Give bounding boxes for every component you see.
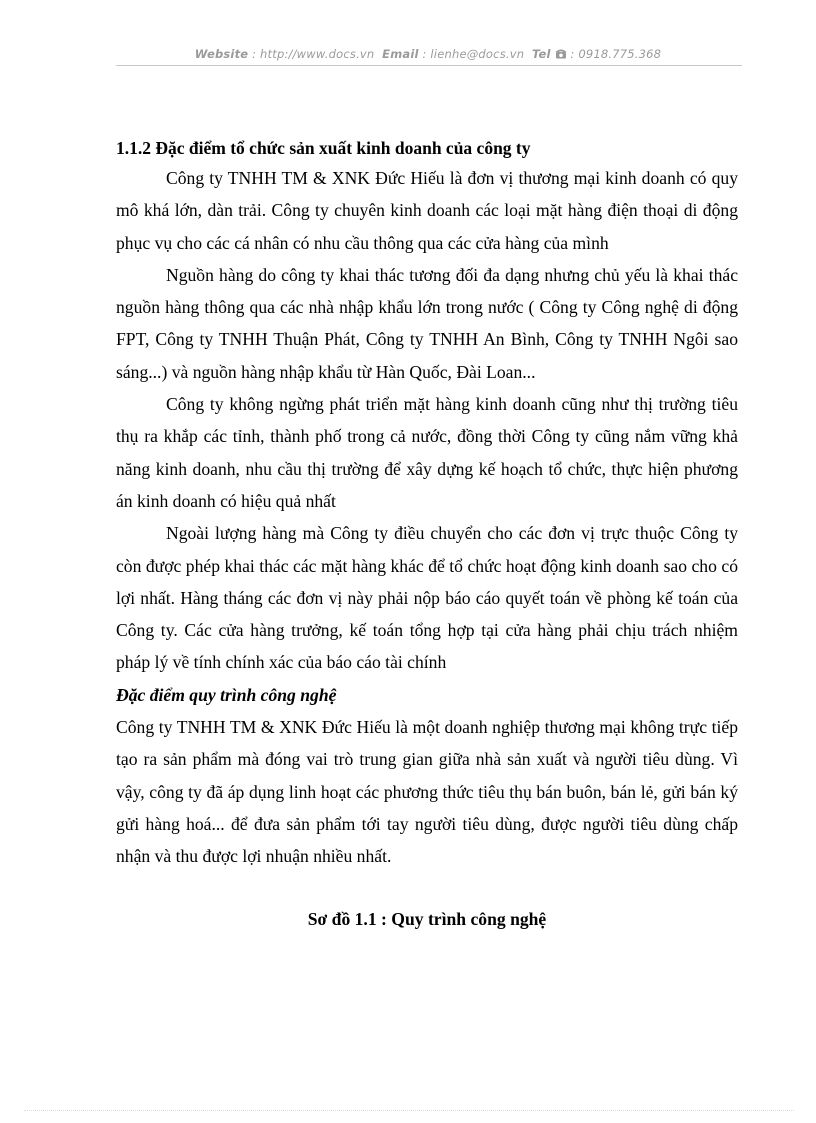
header-tel-label: Tel	[531, 47, 551, 61]
phone-icon	[555, 48, 567, 62]
process-subheading: Đặc điểm quy trình công nghệ	[116, 684, 337, 705]
paragraph-2: Nguồn hàng do công ty khai thác tương đối đa dạng nhưng chủ yếu là khai thác nguồn hàng thông qua các nhà nhập khẩu lớn trong nước ( Công ty Công nghệ di động FPT, Công ty TNHH Thuận Phát, Công ty TNHH An Bình, Công ty TNHH Ngôi sao sáng...) và nguồn hàng nhập khẩu từ Hàn Quốc, Đài Loan...	[116, 264, 738, 382]
header-email-label: Email	[382, 47, 419, 61]
paragraph-1: Công ty TNHH TM & XNK Đức Hiếu là đơn vị thương mại kinh doanh có quy mô khá lớn, dàn trải. Công ty chuyên kinh doanh các loại mặt hàng điện thoại di động phục vụ cho các cá nhân có nhu cầu thông qua các cửa hàng của mình	[116, 168, 738, 253]
header-tel-value: : 0918.775.368	[570, 47, 662, 61]
header-website-link[interactable]: : http://www.docs.vn	[252, 47, 375, 61]
header-email-link[interactable]: : lienhe@docs.vn	[422, 47, 525, 61]
process-paragraph: Công ty TNHH TM & XNK Đức Hiếu là một doanh nghiệp thương mại không trực tiếp tạo ra sản phẩm mà đóng vai trò trung gian giữa nhà sản xuất và người tiêu dùng. Vì vậy, công ty đã áp dụng linh hoạt các phương thức tiêu thụ bán buôn, bán lẻ, gửi bán ký gửi hàng hoá... để đưa sản phẩm tới tay người tiêu dùng, được người tiêu dùng chấp nhận và thu được lợi nhuận nhiều nhất.	[116, 717, 738, 867]
section-heading: 1.1.2 Đặc điểm tổ chức sản xuất kinh doanh của công ty	[116, 138, 531, 158]
paragraph-4: Ngoài lượng hàng mà Công ty điều chuyển cho các đơn vị trực thuộc Công ty còn được phép khai thác các mặt hàng khác để tổ chức hoạt động kinh doanh sao cho có lợi nhất. Hàng tháng các đơn vị này phải nộp báo cáo quyết toán về phòng kế toán của Công ty. Các cửa hàng trưởng, kế toán tổng hợp tại cửa hàng phải chịu trách nhiệm pháp lý về tính chính xác của báo cáo tài chính	[116, 523, 738, 673]
diagram-title: Sơ đồ 1.1 : Quy trình công nghệ	[307, 908, 547, 929]
footer-divider	[24, 1110, 794, 1111]
page-header	[116, 47, 740, 62]
header-website-label: Website	[194, 47, 249, 61]
paragraph-3: Công ty không ngừng phát triển mặt hàng kinh doanh cũng như thị trường tiêu thụ ra khắp các tỉnh, thành phố trong cả nước, đồng thời Công ty cũng nắm vững khả năng kinh doanh, nhu cầu thị trường để xây dựng kế hoạch tổ chức, thực hiện phương án kinh doanh có hiệu quả nhất	[116, 394, 738, 511]
document-body	[116, 134, 738, 935]
header-divider	[116, 65, 742, 66]
